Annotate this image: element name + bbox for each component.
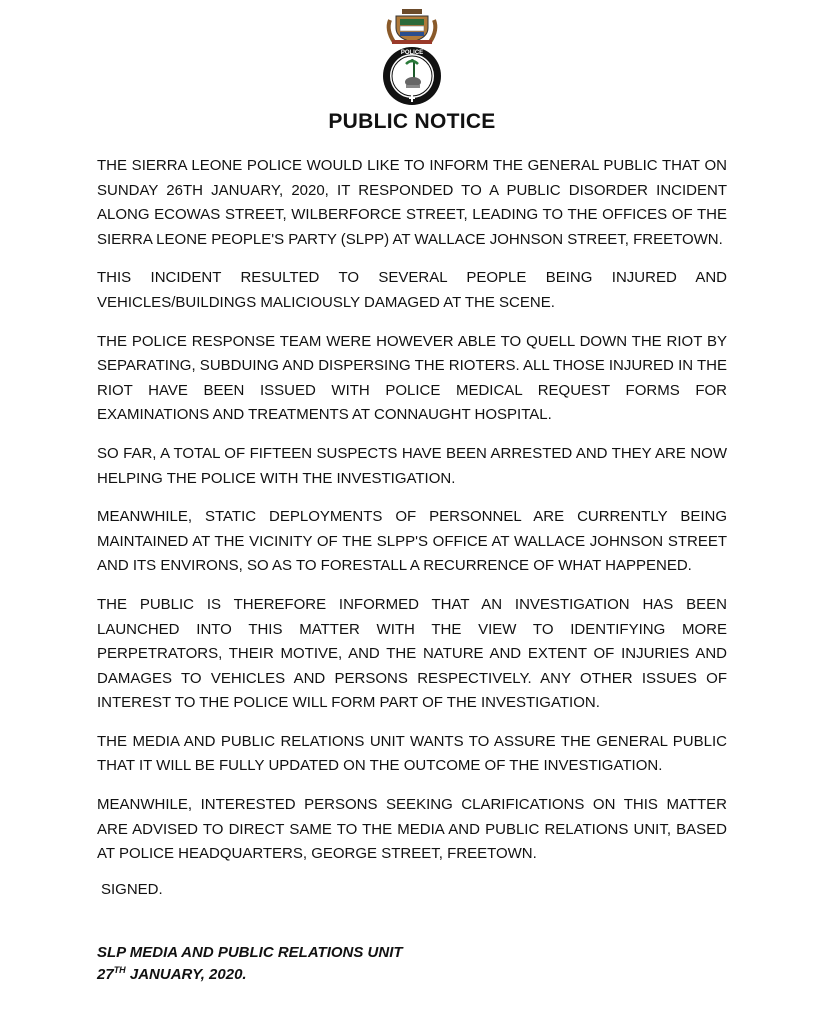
svg-text:POLICE: POLICE [400,50,424,56]
paragraph-6: THE PUBLIC IS THEREFORE INFORMED THAT AN INVESTIGATION HAS BEEN LAUNCHED INTO THIS MATTER WITH THE VIEW TO IDENTIFYING MORE PERPETRATORS, THEIR MOTIVE, AND THE NATURE AND EXTENT OF INJURIES AND DAMAGES TO VEHICLES AND PERSONS RESPECTIVELY. ANY OTHER ISSUES OF INTEREST TO THE POLICE WILL FORM PART OF THE INVESTIGATION. [97,595,727,712]
paragraph-4: SO FAR, A TOTAL OF FIFTEEN SUSPECTS HAVE BEEN ARRESTED AND THEY ARE NOW HELPING THE POLICE WITH THE INVESTIGATION. [97,444,727,487]
police-logo [362,6,462,108]
signature-block [97,942,403,986]
notice-date [97,964,403,986]
paragraph-1: THE SIERRA LEONE POLICE WOULD LIKE TO INFORM THE GENERAL PUBLIC THAT ON SUNDAY 26TH JANUARY, 2020, IT RESPONDED TO A PUBLIC DISORDER INCIDENT ALONG ECOWAS STREET, WILBERFORCE STREET, LEADING TO THE OFFICES OF THE SIERRA LEONE PEOPLE'S PARTY (SLPP) AT WALLACE JOHNSON STREET, FREETOWN. [97,157,727,248]
notice-body [97,154,727,898]
unit-name: SLP MEDIA AND PUBLIC RELATIONS UNIT [97,944,403,961]
police-crest-icon [362,6,462,108]
police-badge-icon [383,47,441,105]
paragraph-8: MEANWHILE, INTERESTED PERSONS SEEKING CLARIFICATIONS ON THIS MATTER ARE ADVISED TO DIRECT SAME TO THE MEDIA AND PUBLIC RELATIONS UNIT, BASED AT POLICE HEADQUARTERS, GEORGE STREET, FREETOWN. [97,796,727,863]
coat-of-arms-icon [389,9,436,44]
paragraph-5: MEANWHILE, STATIC DEPLOYMENTS OF PERSONNEL ARE CURRENTLY BEING MAINTAINED AT THE VICINITY OF THE SLPP'S OFFICE AT WALLACE JOHNSON STREET AND ITS ENVIRONS, SO AS TO FORESTALL A RECURRENCE OF WHAT HAPPENED. [97,508,727,575]
signed-label: SIGNED. [101,880,163,898]
paragraph-2: THIS INCIDENT RESULTED TO SEVERAL PEOPLE BEING INJURED AND VEHICLES/BUILDINGS MALICIOUSLY DAMAGED AT THE SCENE. [97,269,727,311]
date-day: 27 [97,966,114,983]
paragraph-7: THE MEDIA AND PUBLIC RELATIONS UNIT WANTS TO ASSURE THE GENERAL PUBLIC THAT IT WILL BE FULLY UPDATED ON THE OUTCOME OF THE INVESTIGATION. [97,732,727,775]
paragraph-3: THE POLICE RESPONSE TEAM WERE HOWEVER ABLE TO QUELL DOWN THE RIOT BY SEPARATING, SUBDUING AND DISPERSING THE RIOTERS. ALL THOSE INJURED IN THE RIOT HAVE BEEN ISSUED WITH POLICE MEDICAL REQUEST FORMS FOR EXAMINATIONS AND TREATMENTS AT CONNAUGHT HOSPITAL. [97,332,727,424]
page-title: PUBLIC NOTICE [328,110,496,133]
date-suffix: TH [113,965,126,975]
date-rest: JANUARY, 2020. [125,966,247,983]
